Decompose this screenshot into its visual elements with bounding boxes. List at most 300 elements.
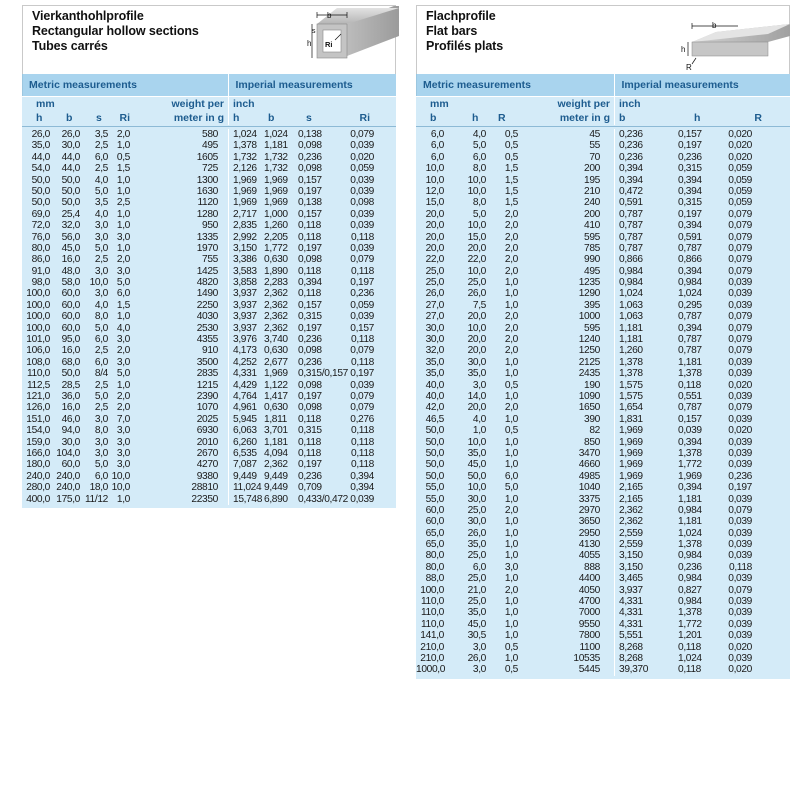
cell-b: 60,0 <box>61 459 80 471</box>
flat-bar-diagram <box>672 14 790 74</box>
cell-inch-h: 0,787 <box>678 345 702 357</box>
cell-inch-r: 0,039 <box>728 299 752 311</box>
unit-inch: inch <box>614 97 790 111</box>
table-row <box>416 642 790 653</box>
cell-inch-b: 9,449 <box>264 470 288 482</box>
cell-inch-r: 0,039 <box>728 413 752 425</box>
cell-inch-r: 0,079 <box>728 265 752 277</box>
table-row <box>22 357 396 368</box>
cell-inch-h: 1,732 <box>228 152 262 163</box>
cell-h: 180,0 <box>26 459 50 471</box>
cell-weight: 210 <box>584 185 600 197</box>
cell-s: 2,5 <box>94 254 108 266</box>
cell-s: 5,0 <box>94 185 108 197</box>
cell-ri: 10,0 <box>111 482 130 494</box>
table-row <box>416 288 790 299</box>
cell-weight: 390 <box>584 413 600 425</box>
cell-s: 5,0 <box>94 322 108 334</box>
cell-weight: 70 <box>589 151 600 163</box>
cell-inch-b: 1,969 <box>614 437 670 448</box>
cell-h: 91,0 <box>31 265 50 277</box>
cell-b: 16,0 <box>61 254 80 266</box>
cell-inch-b: 3,465 <box>614 573 670 584</box>
cell-weight: 2670 <box>196 447 218 459</box>
cell-weight: 10535 <box>573 652 600 664</box>
unit-mm: mm <box>36 98 55 110</box>
cell-inch-b: 3,150 <box>614 562 670 573</box>
cell-inch-r: 0,039 <box>728 288 752 300</box>
table-row <box>416 425 790 436</box>
cell-weight: 9550 <box>578 618 600 630</box>
table-row <box>22 323 396 334</box>
cell-inch-ri: 0,236 <box>350 288 374 300</box>
cell-weight: 4030 <box>196 311 218 323</box>
cell-inch-s: 0,394 <box>298 277 322 289</box>
cell-s: 4,0 <box>94 174 108 186</box>
cell-b: 10,0 <box>425 163 444 175</box>
col-inch-h: h <box>694 112 701 124</box>
cell-s: 3,0 <box>94 413 108 425</box>
cell-weight: 3650 <box>578 516 600 528</box>
cell-weight: 1235 <box>578 277 600 289</box>
cell-inch-ri: 0,118 <box>351 334 374 346</box>
column-group-bar <box>416 74 790 96</box>
cell-b: 20,0 <box>425 220 444 232</box>
cell-b: 50,0 <box>425 447 444 459</box>
cell-inch-r: 0,039 <box>728 652 752 664</box>
cell-b: 80,0 <box>425 561 444 573</box>
cell-inch-s: 0,157 <box>298 208 322 220</box>
cell-inch-b: 0,394 <box>614 163 670 174</box>
cell-b: 240,0 <box>56 482 80 494</box>
cell-b: 50,0 <box>61 368 80 380</box>
table-row <box>416 516 790 527</box>
cell-ri: 3,0 <box>116 265 130 277</box>
cell-inch-h: 0,118 <box>678 641 701 653</box>
table-row <box>22 414 396 425</box>
cell-inch-h: 11,024 <box>228 482 262 493</box>
cell-s: 3,5 <box>94 129 108 140</box>
table-row <box>416 220 790 231</box>
cell-inch-b: 0,472 <box>614 186 670 197</box>
cell-ri: 2,0 <box>116 390 130 402</box>
cell-inch-r: 0,039 <box>728 516 752 528</box>
cell-inch-h: 0,394 <box>678 322 702 334</box>
cell-h: 21,0 <box>467 584 486 596</box>
cell-ri: 1,0 <box>116 185 130 197</box>
cell-inch-h: 0,591 <box>678 231 702 243</box>
cell-ri: 1,5 <box>116 163 130 175</box>
cell-b: 26,0 <box>61 129 80 140</box>
unit-weight: weight per <box>171 98 224 110</box>
cell-b: 60,0 <box>61 299 80 311</box>
dim-s-label: s <box>312 28 316 35</box>
table-row <box>416 163 790 174</box>
cell-inch-ri: 0,197 <box>350 368 374 380</box>
cell-s: 4,0 <box>94 208 108 220</box>
cell-inch-ri: 0,039 <box>350 220 374 232</box>
cell-r: 1,0 <box>504 618 518 630</box>
cell-weight: 595 <box>584 231 600 243</box>
cell-inch-s: 0,157 <box>298 174 322 186</box>
cell-inch-r: 0,039 <box>728 390 752 402</box>
cell-inch-ri: 0,276 <box>350 413 374 425</box>
cell-b: 40,0 <box>425 379 444 391</box>
dim-b-label: b <box>712 21 717 30</box>
cell-r: 1,0 <box>504 607 518 619</box>
unit-inch: inch <box>228 97 396 111</box>
table-row <box>416 197 790 208</box>
cell-inch-b: 1,732 <box>264 163 288 175</box>
table-row <box>416 323 790 334</box>
table-row <box>22 243 396 254</box>
cell-inch-r: 0,079 <box>728 208 752 220</box>
cell-inch-b: 1,831 <box>614 414 670 425</box>
cell-b: 20,0 <box>425 242 444 254</box>
cell-inch-b: 1,378 <box>614 368 670 379</box>
cell-s: 2,5 <box>94 345 108 357</box>
cell-inch-r: 0,079 <box>728 345 752 357</box>
cell-inch-ri: 0,157 <box>350 322 374 334</box>
cell-inch-b: 2,165 <box>614 482 670 493</box>
cell-inch-ri: 0,079 <box>350 254 374 266</box>
cell-weight: 2970 <box>578 504 600 516</box>
cell-inch-ri: 0,197 <box>350 277 374 289</box>
cell-ri: 1,0 <box>116 208 130 220</box>
cell-s: 2,5 <box>94 140 108 152</box>
cell-inch-h: 0,197 <box>678 208 702 220</box>
cell-ri: 3,0 <box>116 436 130 448</box>
table-row <box>416 391 790 402</box>
cell-weight: 495 <box>202 140 218 152</box>
cell-h: 35,0 <box>467 447 486 459</box>
cell-weight: 595 <box>584 322 600 334</box>
cell-inch-h: 1,772 <box>678 618 702 630</box>
cell-weight: 200 <box>584 163 600 175</box>
cell-inch-ri: 0,039 <box>350 174 374 186</box>
cell-b: 94,0 <box>61 425 80 437</box>
cell-inch-h: 1,024 <box>678 527 702 539</box>
cell-inch-h: 4,331 <box>228 368 262 379</box>
cell-h: 35,0 <box>467 368 486 380</box>
cell-r: 2,0 <box>504 242 518 254</box>
cell-b: 32,0 <box>61 220 80 232</box>
cell-inch-b: 2,559 <box>614 539 670 550</box>
cell-weight: 45 <box>589 129 600 140</box>
cell-inch-h: 1,969 <box>228 175 262 186</box>
col-s: s <box>96 112 102 124</box>
cell-ri: 1,0 <box>116 174 130 186</box>
cell-inch-r: 0,039 <box>728 277 752 289</box>
cell-r: 2,0 <box>504 322 518 334</box>
table-row <box>22 254 396 265</box>
cell-inch-r: 0,079 <box>728 254 752 266</box>
cell-inch-b: 0,236 <box>614 140 670 151</box>
cell-inch-b: 5,551 <box>614 630 670 641</box>
unit-row <box>416 97 790 111</box>
table-row <box>416 152 790 163</box>
cell-inch-r: 0,020 <box>728 379 752 391</box>
cell-s: 2,5 <box>94 163 108 175</box>
cell-r: 0,5 <box>504 425 518 437</box>
cell-s: 4,0 <box>94 299 108 311</box>
cell-inch-r: 0,039 <box>728 630 752 642</box>
cell-inch-b: 2,362 <box>614 516 670 527</box>
cell-inch-ri: 0,118 <box>351 436 374 448</box>
table-row <box>416 129 790 140</box>
cell-inch-b: 3,937 <box>614 585 670 596</box>
col-weight: meter in g <box>173 112 224 124</box>
cell-inch-b: 2,362 <box>264 288 288 300</box>
cell-inch-b: 1,969 <box>264 197 288 209</box>
cell-weight: 755 <box>202 254 218 266</box>
cell-b: 30,0 <box>61 140 80 152</box>
cell-inch-b: 0,787 <box>614 232 670 243</box>
cell-inch-r: 0,039 <box>728 447 752 459</box>
cell-inch-h: 1,378 <box>678 447 702 459</box>
cell-inch-b: 1,417 <box>264 390 288 402</box>
cell-inch-h: 0,866 <box>678 254 702 266</box>
cell-inch-h: 4,764 <box>228 391 262 402</box>
cell-inch-b: 1,969 <box>264 174 288 186</box>
cell-inch-b: 1,575 <box>614 380 670 391</box>
table-row <box>416 368 790 379</box>
cell-r: 2,0 <box>504 311 518 323</box>
cell-inch-h: 0,295 <box>678 299 702 311</box>
cell-inch-ri: 0,118 <box>351 425 374 437</box>
cell-inch-b: 1,378 <box>614 357 670 368</box>
cell-h: 101,0 <box>26 334 50 346</box>
cell-inch-r: 0,039 <box>728 607 752 619</box>
cell-inch-s: 0,118 <box>298 447 321 459</box>
cell-inch-h: 0,984 <box>678 550 702 562</box>
cell-inch-s: 0,098 <box>298 402 322 414</box>
cell-b: 141,0 <box>420 630 444 642</box>
cell-inch-r: 0,059 <box>728 174 752 186</box>
cell-b: 40,0 <box>425 390 444 402</box>
cell-inch-r: 0,079 <box>728 504 752 516</box>
table-row <box>416 471 790 482</box>
title-english: Rectangular hollow sections <box>32 24 199 38</box>
cell-weight: 55 <box>589 140 600 152</box>
cell-h: 1,0 <box>472 425 486 437</box>
cell-b: 110,0 <box>421 618 444 630</box>
cell-h: 35,0 <box>467 607 486 619</box>
cell-inch-b: 1,122 <box>264 379 288 391</box>
table-row <box>416 254 790 265</box>
cell-b: 50,0 <box>425 425 444 437</box>
cell-inch-r: 0,079 <box>728 311 752 323</box>
cell-weight: 2390 <box>196 390 218 402</box>
table-row <box>416 402 790 413</box>
cell-inch-s: 0,236 <box>298 334 322 346</box>
cell-inch-h: 1,378 <box>678 368 702 380</box>
cell-inch-ri: 0,118 <box>351 459 374 471</box>
table-row <box>416 437 790 448</box>
table-row <box>22 334 396 345</box>
cell-inch-b: 1,969 <box>614 459 670 470</box>
cell-inch-h: 0,984 <box>678 596 702 608</box>
cell-inch-b: 1,000 <box>264 208 288 220</box>
cell-h: 10,0 <box>467 322 486 334</box>
title-french: Tubes carrés <box>32 39 108 53</box>
cell-b: 10,0 <box>425 174 444 186</box>
cell-b: 45,0 <box>61 242 80 254</box>
cell-h: 151,0 <box>26 413 50 425</box>
table-row <box>22 311 396 322</box>
cell-weight: 240 <box>584 197 600 209</box>
cell-h: 44,0 <box>31 151 50 163</box>
table-row <box>416 562 790 573</box>
cell-inch-s: 0,098 <box>298 345 322 357</box>
cell-weight: 4355 <box>196 334 218 346</box>
cell-inch-b: 4,331 <box>614 619 670 630</box>
panel-header <box>416 5 790 74</box>
cell-r: 1,0 <box>504 277 518 289</box>
cell-r: 1,5 <box>504 197 518 209</box>
cell-inch-s: 0,236 <box>298 470 322 482</box>
table-row <box>416 619 790 630</box>
cell-inch-ri: 0,118 <box>351 447 374 459</box>
cell-ri: 2,0 <box>116 345 130 357</box>
table-row <box>22 300 396 311</box>
cell-ri: 7,0 <box>116 413 130 425</box>
cell-b: 25,0 <box>425 265 444 277</box>
cell-b: 50,0 <box>425 470 444 482</box>
table-row <box>22 437 396 448</box>
table-body <box>416 127 790 679</box>
cell-inch-b: 0,236 <box>614 152 670 163</box>
cell-h: 10,0 <box>467 220 486 232</box>
cell-inch-b: 1,024 <box>614 288 670 299</box>
cell-inch-h: 1,024 <box>678 288 702 300</box>
cell-b: 46,0 <box>61 413 80 425</box>
table-body <box>22 127 396 508</box>
cell-weight: 1970 <box>196 242 218 254</box>
cell-r: 1,0 <box>504 527 518 539</box>
table-row <box>22 266 396 277</box>
cell-inch-b: 1,024 <box>264 129 288 140</box>
cell-weight: 4700 <box>578 596 600 608</box>
cell-s: 2,5 <box>94 379 108 391</box>
cell-r: 2,0 <box>504 504 518 516</box>
cell-b: 50,0 <box>425 436 444 448</box>
cell-h: 86,0 <box>31 254 50 266</box>
panel-header <box>22 5 396 74</box>
cell-inch-h: 4,961 <box>228 402 262 413</box>
cell-inch-r: 0,079 <box>728 334 752 346</box>
dim-r-label: R <box>686 63 692 72</box>
cell-weight: 1425 <box>196 265 218 277</box>
cell-h: 15,0 <box>467 231 486 243</box>
cell-inch-h: 4,429 <box>228 380 262 391</box>
col-b: b <box>66 112 73 124</box>
table-row <box>416 414 790 425</box>
cell-inch-h: 0,394 <box>678 436 702 448</box>
cell-weight: 2025 <box>196 413 218 425</box>
cell-inch-r: 0,039 <box>728 356 752 368</box>
cell-r: 1,0 <box>504 436 518 448</box>
cell-weight: 195 <box>584 174 600 186</box>
cell-r: 1,0 <box>504 447 518 459</box>
cell-inch-ri: 0,059 <box>350 163 374 175</box>
cell-b: 65,0 <box>425 527 444 539</box>
table-row <box>22 232 396 243</box>
cell-h: 400,0 <box>26 493 50 505</box>
cell-r: 1,0 <box>504 516 518 528</box>
cell-weight: 4660 <box>578 459 600 471</box>
cell-h: 166,0 <box>26 447 50 459</box>
cell-b: 22,0 <box>425 254 444 266</box>
cell-inch-r: 0,059 <box>728 163 752 175</box>
cell-b: 210,0 <box>420 641 444 653</box>
cell-inch-h: 2,717 <box>228 209 262 220</box>
cell-r: 0,5 <box>504 664 518 676</box>
cell-weight: 4270 <box>196 459 218 471</box>
cell-ri: 1,0 <box>116 379 130 391</box>
table-row <box>22 152 396 163</box>
cell-weight: 1100 <box>579 641 600 653</box>
cell-weight: 1000 <box>578 311 600 323</box>
cell-inch-s: 0,157 <box>298 299 322 311</box>
cell-r: 5,0 <box>504 482 518 494</box>
cell-r: 1,0 <box>504 550 518 562</box>
cell-ri: 0,5 <box>116 151 130 163</box>
cell-h: 10,0 <box>467 185 486 197</box>
cell-b: 55,0 <box>425 493 444 505</box>
cell-inch-b: 3,740 <box>264 334 288 346</box>
cell-b: 30,0 <box>425 334 444 346</box>
unit-row <box>22 97 396 111</box>
cell-inch-b: 1,969 <box>264 185 288 197</box>
cell-r: 1,0 <box>504 288 518 300</box>
cell-h: 54,0 <box>31 163 50 175</box>
cell-inch-s: 0,315/0,157 <box>298 368 348 380</box>
cell-h: 100,0 <box>26 311 50 323</box>
cell-r: 1,0 <box>504 573 518 585</box>
cell-ri: 1,0 <box>116 493 130 505</box>
cell-inch-h: 15,748 <box>228 494 262 505</box>
cell-h: 20,0 <box>467 345 486 357</box>
cell-inch-b: 2,362 <box>264 311 288 323</box>
cell-r: 1,0 <box>504 652 518 664</box>
cell-inch-s: 0,236 <box>298 356 322 368</box>
table-row <box>22 471 396 482</box>
cell-r: 1,0 <box>504 596 518 608</box>
cell-weight: 200 <box>584 208 600 220</box>
cell-s: 3,0 <box>94 220 108 232</box>
cell-inch-b: 4,094 <box>264 447 288 459</box>
cell-inch-h: 0,984 <box>678 573 702 585</box>
cell-h: 30,0 <box>467 516 486 528</box>
cell-inch-r: 0,020 <box>728 425 752 437</box>
cell-inch-b: 2,677 <box>264 356 288 368</box>
cell-b: 1000,0 <box>416 664 446 676</box>
cell-inch-h: 3,976 <box>228 334 262 345</box>
table-row <box>22 220 396 231</box>
cell-s: 3,0 <box>94 436 108 448</box>
cell-inch-ri: 0,039 <box>350 208 374 220</box>
cell-b: 48,0 <box>61 265 80 277</box>
cell-weight: 9380 <box>196 470 218 482</box>
cell-weight: 4055 <box>578 550 600 562</box>
table-row <box>416 630 790 641</box>
cell-inch-r: 0,197 <box>728 482 752 494</box>
cell-inch-h: 9,449 <box>228 471 262 482</box>
cell-inch-s: 0,118 <box>298 413 321 425</box>
cell-b: 55,0 <box>425 482 444 494</box>
cell-inch-h: 0,984 <box>678 277 702 289</box>
